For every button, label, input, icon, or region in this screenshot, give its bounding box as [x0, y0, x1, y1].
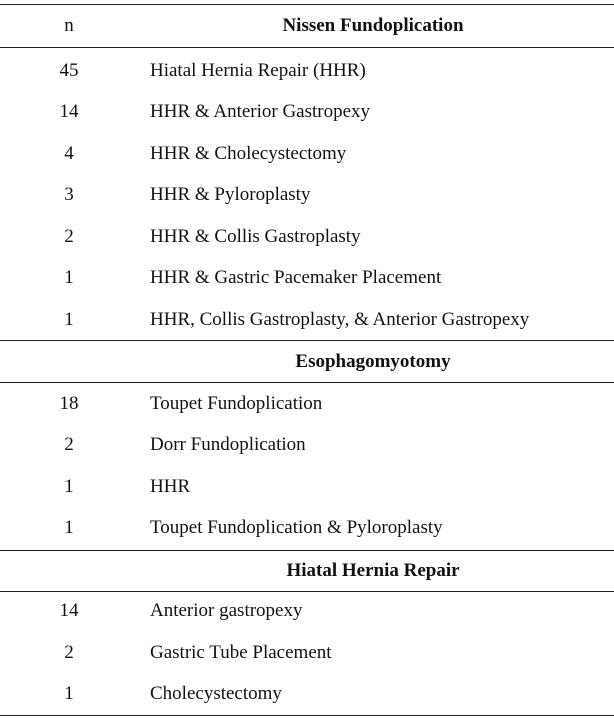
row-count: 1: [64, 308, 74, 330]
row-count: 14: [59, 599, 79, 621]
row-procedure: Toupet Fundoplication & Pyloroplasty: [150, 516, 443, 538]
table-row: [0, 133, 614, 173]
table-row: [0, 466, 614, 506]
row-count: 45: [59, 59, 79, 81]
row-count: 1: [64, 682, 74, 704]
row-procedure: Dorr Fundoplication: [150, 433, 306, 455]
row-procedure: Hiatal Hernia Repair (HHR): [150, 59, 366, 81]
header-rule: [0, 47, 614, 48]
row-procedure: Anterior gastropexy: [150, 599, 303, 621]
row-count: 2: [64, 433, 74, 455]
row-procedure: HHR, Collis Gastroplasty, & Anterior Gastropexy: [150, 308, 530, 330]
row-count: 3: [64, 183, 74, 205]
table-row: [0, 383, 614, 423]
table-row: [0, 216, 614, 256]
bottom-rule: [0, 715, 614, 716]
table-row: [0, 91, 614, 131]
row-procedure: HHR & Anterior Gastropexy: [150, 100, 371, 122]
column-header-n: n: [64, 15, 74, 36]
row-count: 1: [64, 516, 74, 538]
row-count: 2: [64, 641, 74, 663]
row-count: 4: [64, 142, 74, 164]
section-rule: [0, 340, 614, 341]
table-row: [0, 507, 614, 547]
table-row: [0, 174, 614, 214]
row-count: 14: [59, 100, 79, 122]
table-row: [0, 257, 614, 297]
section-title-esophagomyotomy: Esophagomyotomy: [295, 351, 451, 372]
section-title-hiatal-hernia-repair: Hiatal Hernia Repair: [286, 560, 460, 581]
row-procedure: Gastric Tube Placement: [150, 641, 332, 663]
row-procedure: HHR & Pyloroplasty: [150, 183, 311, 205]
table-row: [0, 299, 614, 339]
table-row: [0, 50, 614, 90]
row-count: 18: [59, 392, 79, 414]
row-count: 2: [64, 225, 74, 247]
row-procedure: HHR & Cholecystectomy: [150, 142, 347, 164]
row-procedure: HHR & Gastric Pacemaker Placement: [150, 266, 442, 288]
table-row: [0, 673, 614, 713]
row-procedure: HHR: [150, 475, 191, 497]
row-procedure: Toupet Fundoplication: [150, 392, 323, 414]
row-count: 1: [64, 475, 74, 497]
row-count: 1: [64, 266, 74, 288]
table-row: [0, 590, 614, 630]
table-row: [0, 424, 614, 464]
row-procedure: Cholecystectomy: [150, 682, 282, 704]
table-row: [0, 632, 614, 672]
section-title-nissen-fundoplication: Nissen Fundoplication: [282, 15, 464, 36]
row-procedure: HHR & Collis Gastroplasty: [150, 225, 361, 247]
top-rule: [0, 4, 614, 5]
